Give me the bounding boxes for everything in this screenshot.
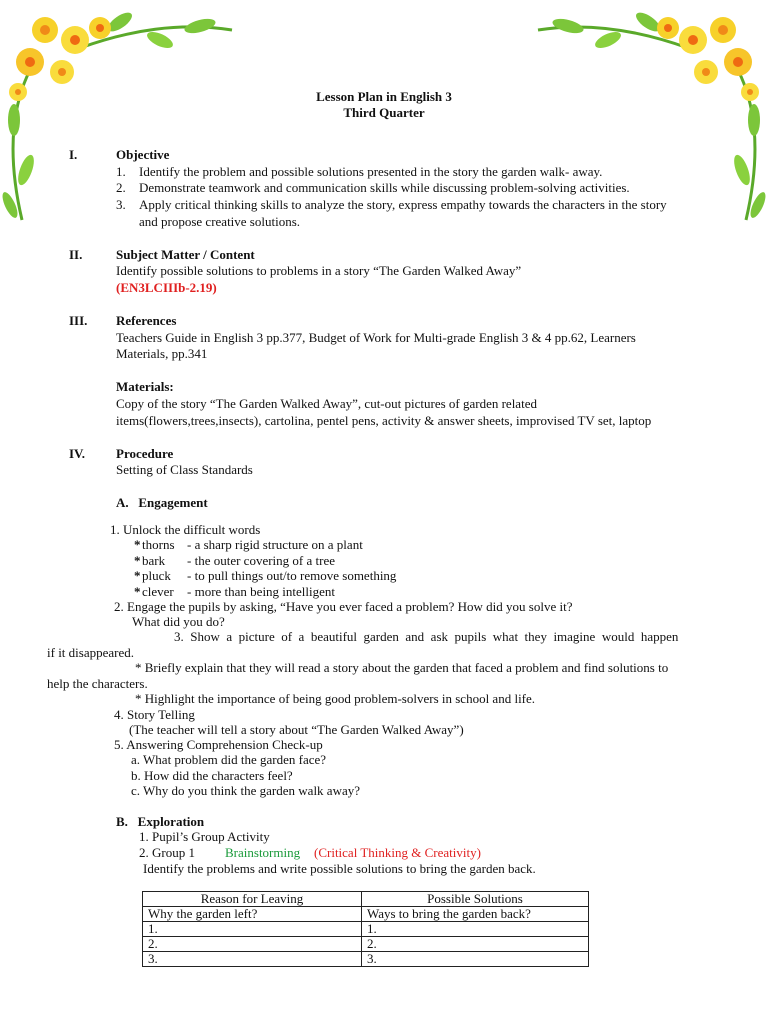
engagement-step-5: 5. Answering Comprehension Check-up — [114, 737, 323, 752]
references-line-2: Materials, pp.341 — [116, 346, 208, 361]
engagement-step-2: 2. Engage the pupils by asking, “Have you ever faced a problem? How did you solve it? — [114, 599, 573, 614]
section-numeral-subject: II. — [69, 247, 83, 262]
title-line-2: Third Quarter — [343, 105, 425, 120]
table-row — [143, 922, 589, 937]
objective-item-3: Apply critical thinking skills to analyze the story, express empathy towards the characters in the story — [139, 197, 667, 212]
word-term: pluck — [142, 568, 171, 583]
question-b: b. How did the characters feel? — [131, 768, 293, 783]
word-definition: - the outer covering of a tree — [187, 553, 335, 568]
objective-item-3-cont: and propose creative solutions. — [139, 214, 301, 229]
objective-item-2: Demonstrate teamwork and communication skills while discussing problem-solving activities. — [139, 180, 630, 195]
activity-skills: (Critical Thinking & Creativity) — [314, 845, 481, 860]
word-star: * — [134, 568, 141, 583]
engagement-step-1: 1. Unlock the difficult words — [110, 522, 261, 537]
subject-heading: Subject Matter / Content — [116, 247, 255, 262]
objective-num-3: 3. — [116, 197, 126, 212]
procedure-heading: Procedure — [116, 446, 174, 461]
engagement-step-4: 4. Story Telling — [114, 707, 195, 722]
engagement-step-3: 3. Show a picture of a beautiful garden and ask pupils what they imagine would happen — [174, 629, 679, 644]
table-subheader-reason: Why the garden left? — [143, 907, 362, 922]
table-header-reason: Reason for Leaving — [143, 892, 362, 907]
question-a: a. What problem did the garden face? — [131, 752, 327, 767]
references-heading: References — [116, 313, 177, 328]
engagement-heading: A. Engagement — [116, 495, 208, 510]
section-numeral-objective: I. — [69, 147, 78, 162]
competency-code: (EN3LCIIIb-2.19) — [116, 280, 217, 295]
engagement-bullet-1-cont: help the characters. — [47, 676, 148, 691]
materials-heading: Materials: — [116, 379, 174, 394]
objective-item-1: Identify the problem and possible solutions presented in the story the garden walk- away. — [139, 164, 603, 179]
exploration-heading: B. Exploration — [116, 814, 205, 829]
word-term: clever — [142, 584, 174, 599]
activity-name: Brainstorming — [225, 845, 301, 860]
engagement-bullet-1: * Briefly explain that they will read a story about the garden that faced a problem and find solutions to — [135, 660, 669, 675]
table-row — [143, 952, 589, 967]
procedure-intro: Setting of Class Standards — [116, 462, 253, 477]
objective-num-2: 2. — [116, 180, 126, 195]
word-definition: - to pull things out/to remove something — [187, 568, 397, 583]
solutions-table — [142, 891, 589, 967]
engagement-bullet-2: * Highlight the importance of being good problem-solvers in school and life. — [135, 691, 536, 706]
table-cell: 2. — [143, 937, 362, 952]
table-row — [143, 937, 589, 952]
engagement-step-2-cont: What did you do? — [132, 614, 225, 629]
exploration-instruction: Identify the problems and write possible solutions to bring the garden back. — [143, 861, 536, 876]
exploration-group: 2. Group 1 — [139, 845, 195, 860]
engagement-step-3-cont: if it disappeared. — [47, 645, 134, 660]
subject-text: Identify possible solutions to problems in a story “The Garden Walked Away” — [116, 263, 522, 278]
word-definition: - a sharp rigid structure on a plant — [187, 537, 363, 552]
table-header-solutions: Possible Solutions — [362, 892, 589, 907]
word-term: thorns — [142, 537, 175, 552]
table-cell: 2. — [362, 937, 589, 952]
word-term: bark — [142, 553, 166, 568]
section-numeral-procedure: IV. — [69, 446, 86, 461]
table-cell: 1. — [143, 922, 362, 937]
objective-heading: Objective — [116, 147, 170, 162]
word-star: * — [134, 553, 141, 568]
section-numeral-references: III. — [69, 313, 88, 328]
table-cell: 3. — [362, 952, 589, 967]
word-star: * — [134, 537, 141, 552]
exploration-step-1: 1. Pupil’s Group Activity — [139, 829, 270, 844]
table-cell: 3. — [143, 952, 362, 967]
engagement-step-4-detail: (The teacher will tell a story about “The Garden Walked Away”) — [129, 722, 464, 737]
word-definition: - more than being intelligent — [187, 584, 336, 599]
question-c: c. Why do you think the garden walk away? — [131, 783, 360, 798]
word-star: * — [134, 584, 141, 599]
materials-line-2: items(flowers,trees,insects), cartolina, pentel pens, activity & answer sheets, improvised TV set, laptop — [116, 413, 652, 428]
table-subheader-solutions: Ways to bring the garden back? — [362, 907, 589, 922]
references-line-1: Teachers Guide in English 3 pp.377, Budget of Work for Multi-grade English 3 & 4 pp.62, Learners — [116, 330, 636, 345]
table-cell: 1. — [362, 922, 589, 937]
materials-line-1: Copy of the story “The Garden Walked Away”, cut-out pictures of garden related — [116, 396, 537, 411]
objective-num-1: 1. — [116, 164, 126, 179]
title-line-1: Lesson Plan in English 3 — [316, 89, 452, 104]
